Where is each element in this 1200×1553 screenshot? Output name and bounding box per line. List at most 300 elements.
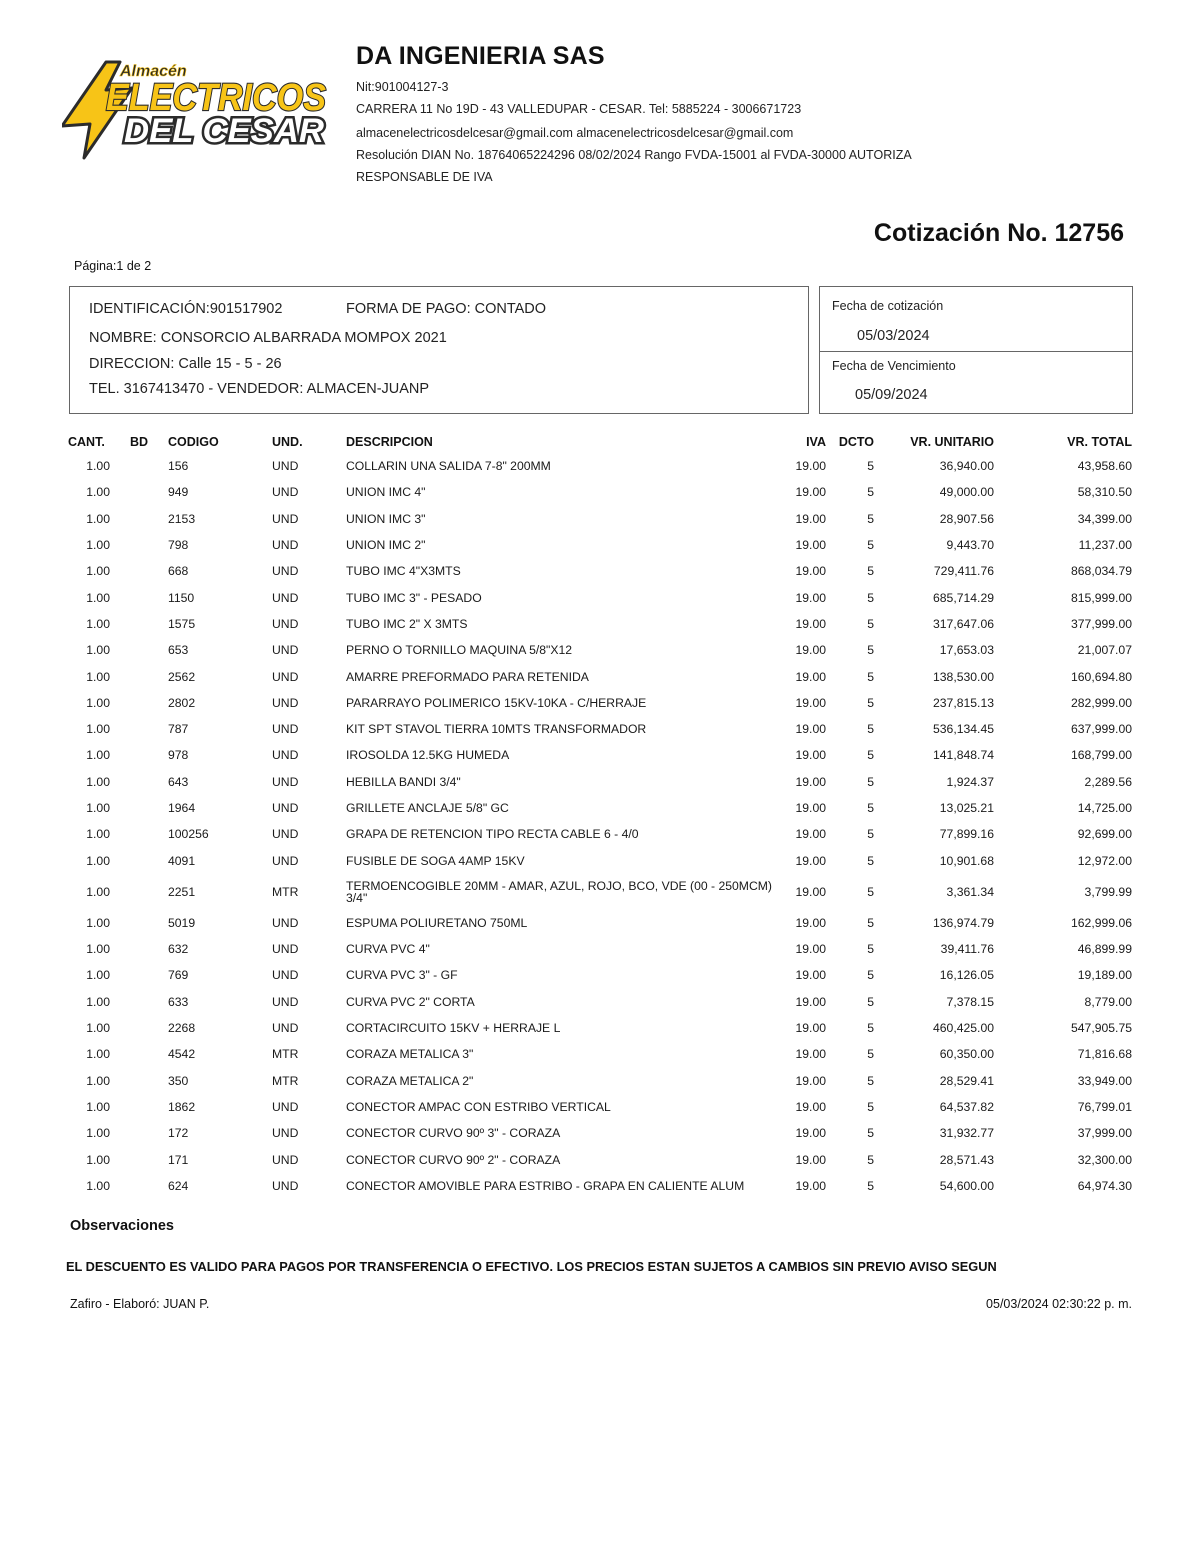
cell-und: UND: [272, 942, 299, 957]
cell-cant: 1.00: [86, 1047, 110, 1062]
cell-dcto: 5: [867, 853, 874, 868]
company-address: CARRERA 11 No 19D - 43 VALLEDUPAR - CESAR. Tel: 5885224 - 3006671723: [356, 102, 802, 116]
cell-dcto: 5: [867, 616, 874, 631]
cell-vr-unitario: 77,899.16: [939, 827, 994, 842]
cell-vr-total: 14,725.00: [1077, 801, 1132, 815]
cell-codigo: 2251: [168, 884, 196, 899]
cell-dcto: 5: [867, 994, 874, 1009]
cell-codigo: 2268: [168, 1021, 196, 1036]
observations-text: EL DESCUENTO ES VALIDO PARA PAGOS POR TRANSFERENCIA O EFECTIVO. LOS PRECIOS ESTAN SUJETOS A CAMBIOS SIN PREVIO AVISO SEGUN: [66, 1259, 997, 1274]
cell-dcto: 5: [867, 1021, 874, 1036]
cell-vr-unitario: 237,815.13: [933, 695, 994, 710]
cell-cant: 1.00: [86, 1152, 110, 1167]
cell-codigo: 653: [168, 643, 189, 658]
cell-codigo: 4542: [168, 1047, 196, 1062]
cell-descripcion: ESPUMA POLIURETANO 750ML: [346, 915, 528, 930]
cell-dcto: 5: [867, 1178, 874, 1193]
cell-cant: 1.00: [86, 774, 110, 789]
company-logo: [62, 58, 334, 160]
cell-vr-total: 2,289.56: [1084, 774, 1132, 789]
cell-dcto: 5: [867, 643, 874, 658]
cell-und: MTR: [272, 1073, 299, 1088]
cell-codigo: 787: [168, 722, 189, 737]
logo-line2: DEL CESAR: [124, 112, 325, 150]
cell-bd: [114, 1094, 164, 1120]
cell-und: UND: [272, 511, 299, 526]
cell-vr-total: 282,999.00: [1071, 695, 1132, 710]
cell-vr-unitario: 54,600.00: [939, 1178, 994, 1193]
cell-dcto: 5: [867, 1047, 874, 1062]
cell-descripcion: CURVA PVC 4": [346, 942, 430, 957]
cell-vr-total: 34,399.00: [1077, 511, 1132, 526]
due-date: 05/09/2024: [855, 387, 928, 403]
table-row: [64, 910, 1136, 936]
cell-vr-total: 637,999.00: [1071, 722, 1132, 737]
cell-vr-unitario: 13,025.21: [939, 801, 994, 815]
cell-vr-total: 168,799.00: [1071, 748, 1132, 763]
items-table: [64, 431, 1136, 1199]
cell-codigo: 1150: [168, 590, 195, 605]
cell-dcto: 5: [867, 590, 874, 605]
page-info: Página:1 de 2: [74, 259, 152, 273]
cell-und: UND: [272, 994, 299, 1009]
cell-iva: 19.00: [795, 1099, 826, 1114]
table-row: [64, 506, 1136, 532]
cell-iva: 19.00: [795, 616, 826, 631]
cell-bd: [114, 558, 164, 584]
cell-dcto: 5: [867, 538, 874, 553]
cell-cant: 1.00: [86, 616, 110, 631]
cell-und: MTR: [272, 884, 299, 899]
cell-bd: [114, 769, 164, 795]
cell-vr-unitario: 136,974.79: [933, 915, 994, 930]
cell-bd: [114, 637, 164, 663]
table-row: [64, 558, 1136, 584]
cell-codigo: 1862: [168, 1099, 196, 1114]
cell-dcto: 5: [867, 1099, 874, 1114]
cell-cant: 1.00: [86, 994, 110, 1009]
table-row: [64, 637, 1136, 663]
company-resolution: Resolución DIAN No. 18764065224296 08/02/2024 Rango FVDA-15001 al FVDA-30000 AUTORIZA: [356, 148, 912, 162]
cell-vr-unitario: 138,530.00: [933, 669, 994, 684]
cell-bd: [114, 611, 164, 637]
cell-vr-total: 46,899.99: [1077, 942, 1132, 957]
cell-vr-unitario: 60,350.00: [939, 1047, 994, 1062]
cell-iva: 19.00: [795, 1178, 826, 1193]
client-name: NOMBRE: CONSORCIO ALBARRADA MOMPOX 2021: [89, 330, 447, 346]
cell-und: UND: [272, 1152, 299, 1167]
cell-vr-total: 8,779.00: [1084, 994, 1132, 1009]
cell-vr-unitario: 28,571.43: [939, 1152, 994, 1167]
header-dcto: DCTO: [838, 435, 874, 449]
cell-cant: 1.00: [86, 942, 110, 957]
cell-bd: [114, 936, 164, 962]
cell-codigo: 632: [168, 942, 189, 957]
cell-cant: 1.00: [86, 1021, 110, 1036]
cell-dcto: 5: [867, 722, 874, 737]
table-row: [64, 989, 1136, 1015]
cell-und: UND: [272, 459, 299, 474]
cell-vr-unitario: 536,134.45: [933, 722, 994, 737]
table-row: [64, 1146, 1136, 1172]
cell-vr-unitario: 729,411.76: [933, 564, 994, 579]
cell-und: UND: [272, 616, 299, 631]
cell-codigo: 769: [168, 968, 189, 983]
cell-codigo: 171: [168, 1152, 189, 1167]
cell-iva: 19.00: [795, 994, 826, 1009]
cell-dcto: 5: [867, 1152, 874, 1167]
cell-iva: 19.00: [795, 915, 826, 930]
cell-und: MTR: [272, 1047, 299, 1062]
cell-descripcion: FUSIBLE DE SOGA 4AMP 15KV: [346, 853, 525, 868]
cell-iva: 19.00: [795, 695, 826, 710]
cell-dcto: 5: [867, 884, 874, 899]
cell-dcto: 5: [867, 827, 874, 842]
cell-descripcion: COLLARIN UNA SALIDA 7-8" 200MM: [346, 459, 551, 474]
cell-codigo: 2562: [168, 669, 196, 684]
cell-und: UND: [272, 1178, 299, 1193]
cell-und: UND: [272, 669, 299, 684]
cell-und: UND: [272, 590, 299, 605]
cell-iva: 19.00: [795, 564, 826, 579]
cell-descripcion: UNION IMC 3": [346, 511, 426, 526]
header-codigo: CODIGO: [168, 435, 219, 449]
cell-cant: 1.00: [86, 643, 110, 658]
cell-cant: 1.00: [86, 722, 110, 737]
cell-dcto: 5: [867, 748, 874, 763]
cell-vr-total: 160,694.80: [1071, 669, 1132, 684]
cell-dcto: 5: [867, 1073, 874, 1088]
cell-cant: 1.00: [86, 1126, 110, 1141]
cell-bd: [114, 847, 164, 873]
cell-cant: 1.00: [86, 1178, 110, 1193]
cell-codigo: 4091: [168, 853, 196, 868]
cell-vr-total: 12,972.00: [1077, 853, 1132, 868]
cell-cant: 1.00: [86, 853, 110, 868]
cell-vr-unitario: 16,126.05: [939, 968, 994, 983]
cell-vr-unitario: 7,378.15: [946, 994, 994, 1009]
cell-codigo: 156: [168, 459, 189, 474]
cell-cant: 1.00: [86, 968, 110, 983]
cell-iva: 19.00: [795, 590, 826, 605]
cell-vr-unitario: 36,940.00: [939, 459, 994, 474]
logo-top-text: Almacén: [120, 63, 187, 80]
cell-vr-unitario: 49,000.00: [939, 485, 994, 500]
cell-descripcion: CONECTOR CURVO 90º 3" - CORAZA: [346, 1126, 561, 1141]
cell-vr-total: 19,189.00: [1077, 968, 1132, 983]
cell-iva: 19.00: [795, 722, 826, 737]
table-row: [64, 1015, 1136, 1041]
dates-box: [819, 286, 1133, 414]
cell-descripcion: KIT SPT STAVOL TIERRA 10MTS TRANSFORMADOR: [346, 722, 647, 737]
cell-iva: 19.00: [795, 801, 826, 815]
cell-und: UND: [272, 1126, 299, 1141]
quote-date-label: Fecha de cotización: [832, 299, 944, 313]
cell-dcto: 5: [867, 695, 874, 710]
cell-und: UND: [272, 1099, 299, 1114]
cell-vr-total: 11,237.00: [1078, 538, 1132, 553]
cell-codigo: 5019: [168, 915, 196, 930]
table-row: [64, 1068, 1136, 1094]
cell-codigo: 2153: [168, 511, 196, 526]
cell-und: UND: [272, 774, 299, 789]
table-row: [64, 821, 1136, 847]
cell-dcto: 5: [867, 942, 874, 957]
cell-iva: 19.00: [795, 942, 826, 957]
table-row: [64, 479, 1136, 505]
header-und: UND.: [272, 435, 303, 449]
company-nit: Nit:901004127-3: [356, 80, 449, 94]
cell-dcto: 5: [867, 774, 874, 789]
cell-iva: 19.00: [795, 1021, 826, 1036]
cell-vr-unitario: 31,932.77: [939, 1126, 994, 1141]
cell-bd: [114, 584, 164, 610]
cell-descripcion: CURVA PVC 3" - GF: [346, 968, 458, 983]
cell-cant: 1.00: [86, 538, 110, 553]
cell-iva: 19.00: [795, 853, 826, 868]
cell-und: UND: [272, 827, 299, 842]
cell-bd: [114, 532, 164, 558]
cell-cant: 1.00: [86, 801, 110, 815]
cell-dcto: 5: [867, 801, 874, 815]
cell-vr-unitario: 39,411.76: [940, 942, 994, 957]
cell-codigo: 624: [168, 1178, 189, 1193]
cell-descripcion: TUBO IMC 4"X3MTS: [346, 564, 461, 579]
cell-vr-total: 37,999.00: [1077, 1126, 1132, 1141]
cell-und: UND: [272, 485, 299, 500]
cell-vr-unitario: 3,361.34: [946, 884, 994, 899]
cell-und: UND: [272, 564, 299, 579]
cell-und: UND: [272, 695, 299, 710]
cell-descripcion: CONECTOR CURVO 90º 2" - CORAZA: [346, 1152, 561, 1167]
table-row: [64, 847, 1136, 873]
cell-vr-total: 92,699.00: [1077, 827, 1132, 842]
cell-iva: 19.00: [795, 827, 826, 842]
cell-vr-total: 3,799.99: [1084, 884, 1132, 899]
cell-iva: 19.00: [795, 774, 826, 789]
cell-vr-total: 58,310.50: [1077, 485, 1132, 500]
footer-prepared-by: Zafiro - Elaboró: JUAN P.: [70, 1297, 210, 1311]
cell-codigo: 633: [168, 994, 189, 1009]
cell-iva: 19.00: [795, 884, 826, 899]
cell-iva: 19.00: [795, 511, 826, 526]
cell-codigo: 2802: [168, 695, 196, 710]
cell-codigo: 172: [168, 1126, 189, 1141]
cell-vr-total: 71,816.68: [1077, 1047, 1132, 1062]
cell-descripcion: CURVA PVC 2" CORTA: [346, 994, 475, 1009]
cell-bd: [114, 453, 164, 479]
cell-und: UND: [272, 643, 299, 658]
cell-dcto: 5: [867, 915, 874, 930]
cell-descripcion: IROSOLDA 12.5KG HUMEDA: [346, 748, 510, 763]
client-phone-seller: TEL. 3167413470 - VENDEDOR: ALMACEN-JUANP: [89, 381, 430, 397]
cell-descripcion: GRAPA DE RETENCION TIPO RECTA CABLE 6 - 4/0: [346, 827, 639, 842]
table-row: [64, 1041, 1136, 1067]
cell-bd: [114, 716, 164, 742]
header-cant: CANT.: [68, 435, 105, 449]
cell-bd: [114, 795, 164, 821]
cell-iva: 19.00: [795, 643, 826, 658]
cell-cant: 1.00: [86, 748, 110, 763]
table-row: [64, 742, 1136, 768]
cell-vr-total: 43,958.60: [1077, 459, 1132, 474]
cell-dcto: 5: [867, 485, 874, 500]
cell-vr-total: 32,300.00: [1077, 1152, 1132, 1167]
table-row: [64, 1120, 1136, 1146]
cell-cant: 1.00: [86, 669, 110, 684]
company-tax-status: RESPONSABLE DE IVA: [356, 170, 493, 184]
cell-cant: 1.00: [86, 827, 110, 842]
cell-dcto: 5: [867, 968, 874, 983]
cell-dcto: 5: [867, 511, 874, 526]
header-iva: IVA: [806, 435, 826, 449]
cell-vr-total: 162,999.06: [1071, 915, 1132, 930]
cell-vr-unitario: 1,924.37: [946, 774, 994, 789]
cell-bd: [114, 690, 164, 716]
due-date-label: Fecha de Vencimiento: [832, 359, 956, 373]
items-body: [64, 453, 1136, 1199]
observations-label: Observaciones: [70, 1218, 174, 1234]
cell-codigo: 798: [168, 538, 189, 553]
cell-vr-unitario: 10,901.68: [939, 853, 994, 868]
cell-descripcion: CORTACIRCUITO 15KV + HERRAJE L: [346, 1021, 561, 1036]
table-row: [64, 1173, 1136, 1199]
footer-timestamp: 05/03/2024 02:30:22 p. m.: [986, 1297, 1132, 1311]
cell-dcto: 5: [867, 669, 874, 684]
table-row: [64, 962, 1136, 988]
cell-bd: [114, 1041, 164, 1067]
quote-title: Cotización No. 12756: [873, 219, 1124, 247]
header-vr-unitario: VR. UNITARIO: [910, 435, 994, 449]
cell-codigo: 1964: [168, 801, 196, 815]
cell-vr-unitario: 460,425.00: [933, 1021, 994, 1036]
cell-vr-unitario: 17,653.03: [939, 643, 994, 658]
cell-vr-unitario: 685,714.29: [933, 590, 994, 605]
cell-und: UND: [272, 801, 299, 815]
cell-descripcion: AMARRE PREFORMADO PARA RETENIDA: [346, 669, 589, 684]
cell-descripcion: UNION IMC 4": [346, 485, 426, 500]
cell-codigo: 350: [168, 1073, 189, 1088]
cell-vr-unitario: 28,529.41: [939, 1073, 994, 1088]
cell-cant: 1.00: [86, 884, 110, 899]
header-vr-total: VR. TOTAL: [1067, 435, 1132, 449]
cell-descripcion: CONECTOR AMPAC CON ESTRIBO VERTICAL: [346, 1099, 611, 1114]
table-row: [64, 611, 1136, 637]
cell-bd: [114, 874, 164, 910]
cell-cant: 1.00: [86, 564, 110, 579]
cell-vr-total: 377,999.00: [1071, 616, 1132, 631]
cell-vr-total: 76,799.01: [1077, 1099, 1132, 1114]
cell-und: UND: [272, 538, 299, 553]
cell-cant: 1.00: [86, 590, 110, 605]
cell-cant: 1.00: [86, 1099, 110, 1114]
cell-vr-unitario: 141,848.74: [933, 748, 994, 763]
cell-descripcion: TUBO IMC 3" - PESADO: [346, 590, 482, 605]
cell-codigo: 978: [168, 748, 189, 763]
table-row: [64, 769, 1136, 795]
table-row: [64, 874, 1136, 910]
cell-codigo: 100256: [168, 827, 209, 842]
cell-descripcion: TUBO IMC 2" X 3MTS: [346, 616, 468, 631]
cell-codigo: 949: [168, 485, 189, 500]
header-descripcion: DESCRIPCION: [346, 435, 433, 449]
cell-und: UND: [272, 968, 299, 983]
cell-descripcion: CORAZA METALICA 2": [346, 1073, 474, 1088]
cell-descripcion: HEBILLA BANDI 3/4": [346, 774, 461, 789]
cell-iva: 19.00: [795, 669, 826, 684]
cell-cant: 1.00: [86, 915, 110, 930]
table-row: [64, 453, 1136, 479]
cell-cant: 1.00: [86, 1073, 110, 1088]
cell-bd: [114, 1015, 164, 1041]
cell-dcto: 5: [867, 1126, 874, 1141]
cell-codigo: 643: [168, 774, 189, 789]
cell-iva: 19.00: [795, 1152, 826, 1167]
client-identification: IDENTIFICACIÓN:901517902: [89, 301, 283, 317]
cell-iva: 19.00: [795, 485, 826, 500]
cell-vr-total: 64,974.30: [1077, 1178, 1132, 1193]
logo-line1: ELECTRICOS: [106, 77, 326, 119]
cell-iva: 19.00: [795, 1073, 826, 1088]
cell-descripcion: TERMOENCOGIBLE 20MM - AMAR, AZUL, ROJO, BCO, VDE (00 - 250MCM) 3/4": [346, 878, 772, 905]
cell-codigo: 1575: [168, 616, 196, 631]
table-row: [64, 532, 1136, 558]
cell-bd: [114, 962, 164, 988]
cell-iva: 19.00: [795, 968, 826, 983]
table-header-row: [64, 431, 1136, 453]
cell-und: UND: [272, 722, 299, 737]
cell-bd: [114, 1146, 164, 1172]
cell-vr-unitario: 317,647.06: [933, 616, 994, 631]
cell-und: UND: [272, 748, 299, 763]
cell-descripcion: PERNO O TORNILLO MAQUINA 5/8"X12: [346, 643, 573, 658]
cell-bd: [114, 479, 164, 505]
cell-vr-total: 815,999.00: [1071, 590, 1132, 605]
table-row: [64, 716, 1136, 742]
table-row: [64, 584, 1136, 610]
client-address: DIRECCION: Calle 15 - 5 - 26: [89, 356, 282, 372]
company-emails: almacenelectricosdelcesar@gmail.com almacenelectricosdelcesar@gmail.com: [356, 126, 794, 140]
table-row: [64, 690, 1136, 716]
cell-bd: [114, 1068, 164, 1094]
cell-bd: [114, 989, 164, 1015]
cell-cant: 1.00: [86, 485, 110, 500]
cell-iva: 19.00: [795, 748, 826, 763]
cell-bd: [114, 1120, 164, 1146]
cell-descripcion: CORAZA METALICA 3": [346, 1047, 474, 1062]
cell-vr-unitario: 64,537.82: [939, 1099, 994, 1114]
cell-descripcion: PARARRAYO POLIMERICO 15KV-10KA - C/HERRAJE: [346, 695, 647, 710]
cell-iva: 19.00: [795, 1126, 826, 1141]
cell-descripcion: CONECTOR AMOVIBLE PARA ESTRIBO - GRAPA EN CALIENTE ALUM: [346, 1178, 745, 1193]
cell-iva: 19.00: [795, 459, 826, 474]
cell-iva: 19.00: [795, 1047, 826, 1062]
cell-bd: [114, 742, 164, 768]
cell-vr-total: 21,007.07: [1077, 643, 1132, 658]
cell-descripcion: UNION IMC 2": [346, 538, 426, 553]
cell-vr-unitario: 28,907.56: [939, 511, 994, 526]
date-divider: [820, 351, 1132, 352]
company-name: DA INGENIERIA SAS: [356, 42, 605, 70]
payment-method: FORMA DE PAGO: CONTADO: [346, 301, 547, 317]
cell-vr-total: 33,949.00: [1077, 1073, 1132, 1088]
cell-bd: [114, 663, 164, 689]
cell-und: UND: [272, 915, 299, 930]
cell-dcto: 5: [867, 459, 874, 474]
cell-iva: 19.00: [795, 538, 826, 553]
cell-cant: 1.00: [86, 695, 110, 710]
cell-bd: [114, 1173, 164, 1199]
